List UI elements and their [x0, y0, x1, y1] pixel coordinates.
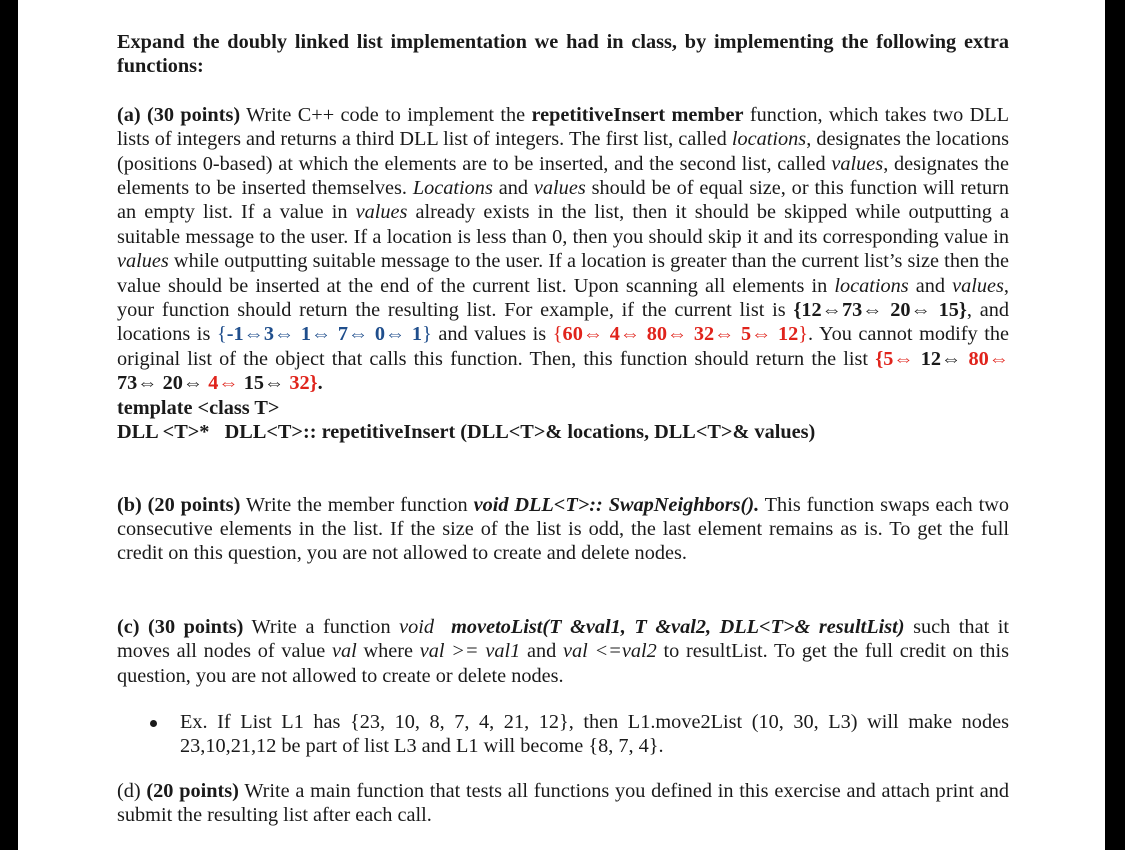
example-result-list: 5⇔ — [883, 347, 914, 370]
part-c-label: (c) (30 points) — [117, 615, 244, 638]
part-a-label: (a) (30 points) — [117, 103, 241, 126]
part-c-function-name: movetoList(T &val1, T &val2, DLL<T>& resultList) — [451, 615, 905, 638]
code-template-line: template <class T> — [117, 396, 280, 419]
part-a-function-name: repetitiveInsert member — [531, 103, 744, 126]
scan-edge-right — [1105, 0, 1125, 850]
part-d-label: (20 points) — [146, 779, 239, 802]
part-b-function-name: void DLL<T>:: SwapNeighbors(). — [473, 493, 760, 516]
document-page — [117, 30, 1009, 828]
scan-edge-left — [0, 0, 18, 850]
page-heading: Expand the doubly linked list implementation we had in class, by implementing the following extra functions: — [117, 31, 1009, 78]
bullet-icon — [150, 720, 157, 727]
example-locations: 1⇔ 7⇔ 0⇔ 1 — [294, 323, 423, 346]
code-signature-line: DLL <T>* DLL<T>:: repetitiveInsert (DLL<T>& locations, DLL<T>& values) — [117, 421, 816, 444]
part-d-paragraph: (d) (20 points) Write a main function that tests all functions you defined in this exercise and attach print and submit the resulting list after each call. — [117, 779, 1010, 827]
example-bullet-item — [117, 710, 1009, 759]
example-current-list: {12⇔73⇔ 20⇔ 15} — [793, 299, 967, 322]
part-b-paragraph: (b) (20 points) Write the member function void DLL<T>:: SwapNeighbors(). This function swaps each two consecutive elements in the list. If the size of the list is odd, the last element remains as is. To get the full credit on this question, you are not allowed to create and delete nodes. — [117, 493, 1009, 565]
part-a-paragraph: (a) (30 points) Write C++ code to implement the repetitiveInsert member function, which takes two DLL lists of integers and returns a third DLL list of integers. The first list, called locations, designates the locations (positions 0-based) at which the elements are to be inserted, and the second list, called values, designates the elements to be inserted themselves. Locations and values should be of equal size, or this function will return an empty list. If a value in values already exists in the list, then it should be skipped while outputting a suitable message to the user. If a location is less than 0, then you should skip it and its corresponding value in values while outputting suitable message to the user. If a location is greater than the current list’s size then the value should be inserted at the end of the current list. Upon scanning all elements in locations and values, your function should return the resulting list. For example, if the current list is {12⇔73⇔ 20⇔ 15}, and locations is {-1⇔3⇔ 1⇔ 7⇔ 0⇔ 1} and values is {60⇔ 4⇔ 80⇔ 32⇔ 5⇔ 12}. You cannot modify the original list of the object that calls this function. Then, this function should return the list {5⇔ 12⇔ 80⇔ 73⇔ 20⇔ 4⇔ 15⇔ 32}. — [117, 103, 1010, 395]
part-c-paragraph: (c) (30 points) Write a function void movetoList(T &val1, T &val2, DLL<T>& resultList) such that it moves all nodes of value val where val >= val1 and val <=val2 to resultList. To get the full credit on this question, you are not allowed to create or delete nodes. — [117, 615, 1010, 687]
part-b-label: (b) (20 points) — [117, 493, 241, 516]
example-values: 60⇔ 4⇔ 80⇔ 32⇔ 5⇔ 12 — [562, 323, 799, 346]
example-locations-invalid: -1⇔3⇔ — [226, 323, 295, 346]
part-c-example: Ex. If List L1 has {23, 10, 8, 7, 4, 21, 12}, then L1.move2List (10, 30, L3) will make nodes 23,10,21,12 be part of list L3 and L1 will become {8, 7, 4}. — [180, 710, 1009, 758]
